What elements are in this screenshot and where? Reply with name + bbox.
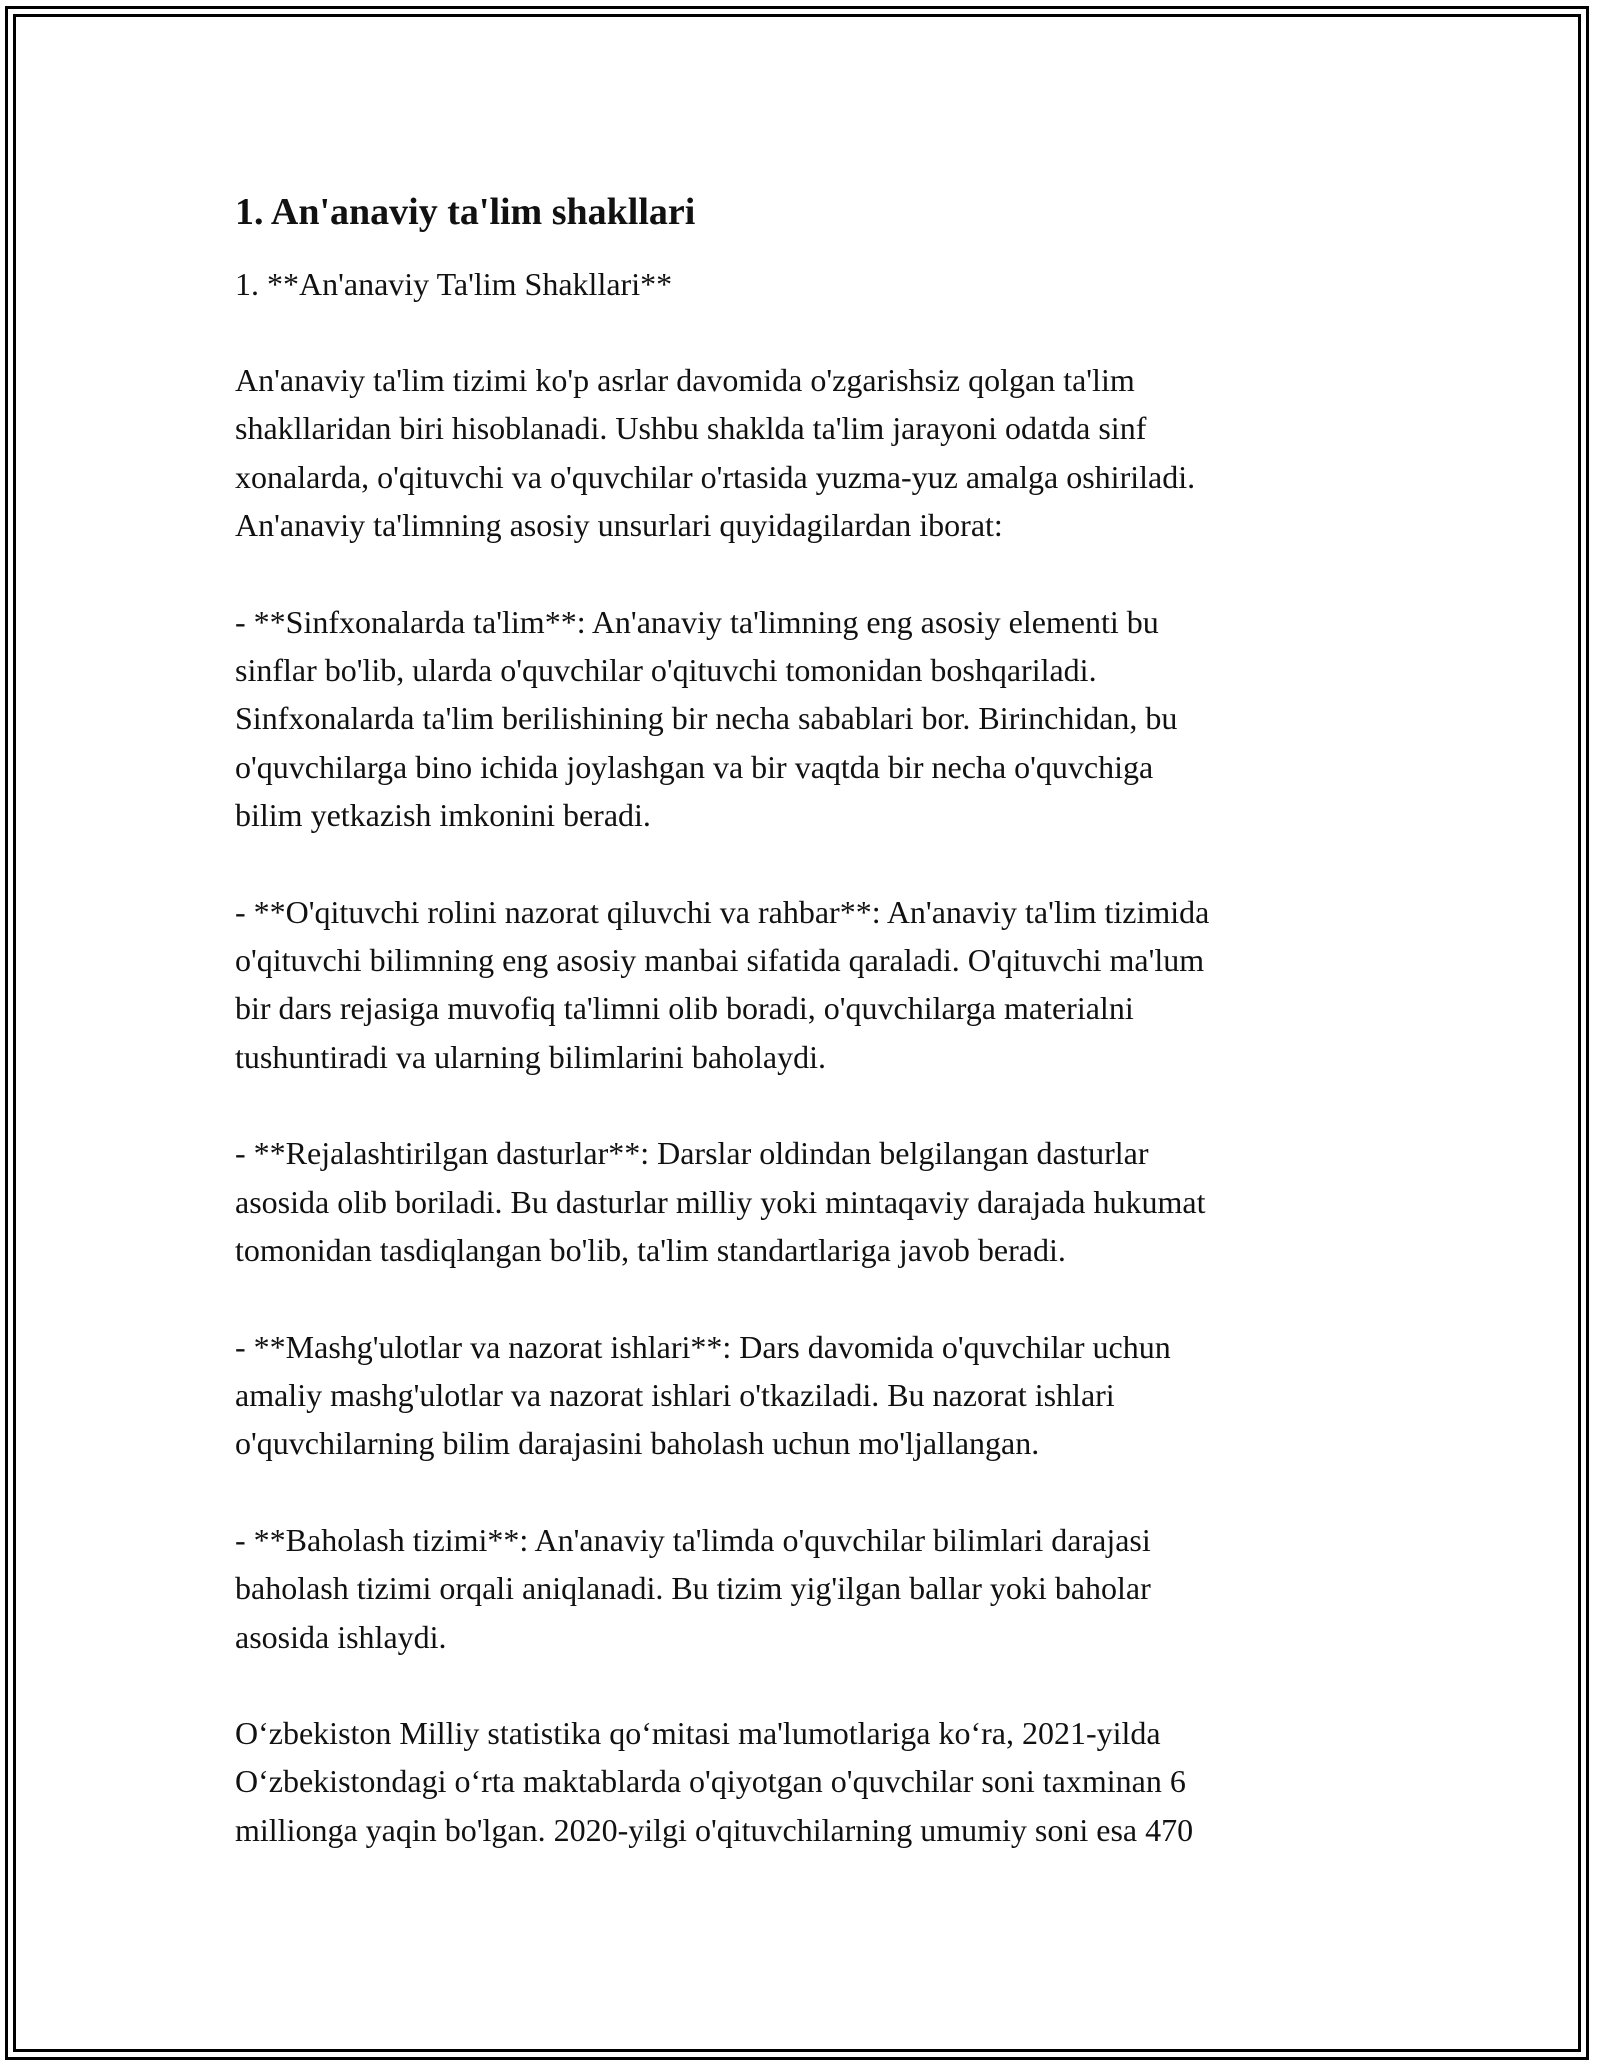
text-line: bir dars rejasiga muvofiq ta'limni olib boradi, o'quvchilarga materialni: [235, 990, 1134, 1027]
paragraph-intro: [235, 356, 1365, 550]
paragraph-mashgulotlar: [235, 1323, 1365, 1468]
paragraph-sinfxonalarda: [235, 598, 1365, 840]
text-line: - **Rejalashtirilgan dasturlar**: Darslar oldindan belgilangan dasturlar: [235, 1135, 1149, 1172]
paragraph-oqituvchi: [235, 888, 1365, 1082]
text-line: bilim yetkazish imkonini beradi.: [235, 797, 651, 834]
text-line: sinflar bo'lib, ularda o'quvchilar o'qituvchi tomonidan boshqariladi.: [235, 652, 1097, 689]
document-body: [235, 186, 1365, 1902]
text-line: millionga yaqin bo'lgan. 2020-yilgi o'qituvchilarning umumiy soni esa 470: [235, 1811, 1194, 1848]
paragraph-baholash: [235, 1516, 1365, 1661]
text-line: tushuntiradi va ularning bilimlarini baholaydi.: [235, 1038, 826, 1075]
section-heading: 1. An'anaviy ta'lim shakllari: [235, 191, 696, 233]
text-line: o'qituvchi bilimning eng asosiy manbai sifatida qaraladi. O'qituvchi ma'lum: [235, 942, 1205, 979]
text-line: An'anaviy ta'lim tizimi ko'p asrlar davomida o'zgarishsiz qolgan ta'lim: [235, 362, 1135, 398]
text-line: asosida ishlaydi.: [235, 1618, 447, 1655]
text-line: xonalarda, o'qituvchi va o'quvchilar o'rtasida yuzma-yuz amalga oshiriladi.: [235, 458, 1196, 495]
section-subheading: 1. **An'anaviy Ta'lim Shakllari**: [235, 266, 673, 302]
text-line: o'quvchilarning bilim darajasini baholash uchun mo'ljallangan.: [235, 1425, 1040, 1462]
text-line: baholash tizimi orqali aniqlanadi. Bu tizim yig'ilgan ballar yoki baholar: [235, 1570, 1151, 1607]
text-line: - **Baholash tizimi**: An'anaviy ta'limda o'quvchilar bilimlari darajasi: [235, 1521, 1151, 1558]
paragraph-statistika: [235, 1709, 1365, 1854]
text-line: An'anaviy ta'limning asosiy unsurlari quyidagilardan iborat:: [235, 507, 1003, 544]
text-line: Sinfxonalarda ta'lim berilishining bir necha sabablari bor. Birinchidan, bu: [235, 700, 1178, 737]
text-line: - **Mashg'ulotlar va nazorat ishlari**: Dars davomida o'quvchilar uchun: [235, 1328, 1171, 1365]
text-line: o'quvchilarga bino ichida joylashgan va bir vaqtda bir necha o'quvchiga: [235, 748, 1154, 785]
text-line: - **Sinfxonalarda ta'lim**: An'anaviy ta'limning eng asosiy elementi bu: [235, 603, 1159, 640]
text-line: - **O'qituvchi rolini nazorat qiluvchi va rahbar**: An'anaviy ta'lim tizimida: [235, 893, 1210, 930]
text-line: shakllaridan biri hisoblanadi. Ushbu shaklda ta'lim jarayoni odatda sinf: [235, 410, 1147, 447]
paragraph-dasturlar: [235, 1129, 1365, 1274]
text-line: tomonidan tasdiqlangan bo'lib, ta'lim standartlariga javob beradi.: [235, 1232, 1066, 1269]
text-line: O‘zbekiston Milliy statistika qo‘mitasi ma'lumotlariga ko‘ra, 2021-yilda: [235, 1714, 1161, 1751]
text-line: asosida olib boriladi. Bu dasturlar milliy yoki mintaqaviy darajada hukumat: [235, 1183, 1206, 1220]
text-line: O‘zbekistondagi o‘rta maktablarda o'qiyotgan o'quvchilar soni taxminan 6: [235, 1763, 1186, 1800]
text-line: amaliy mashg'ulotlar va nazorat ishlari o'tkaziladi. Bu nazorat ishlari: [235, 1376, 1115, 1413]
